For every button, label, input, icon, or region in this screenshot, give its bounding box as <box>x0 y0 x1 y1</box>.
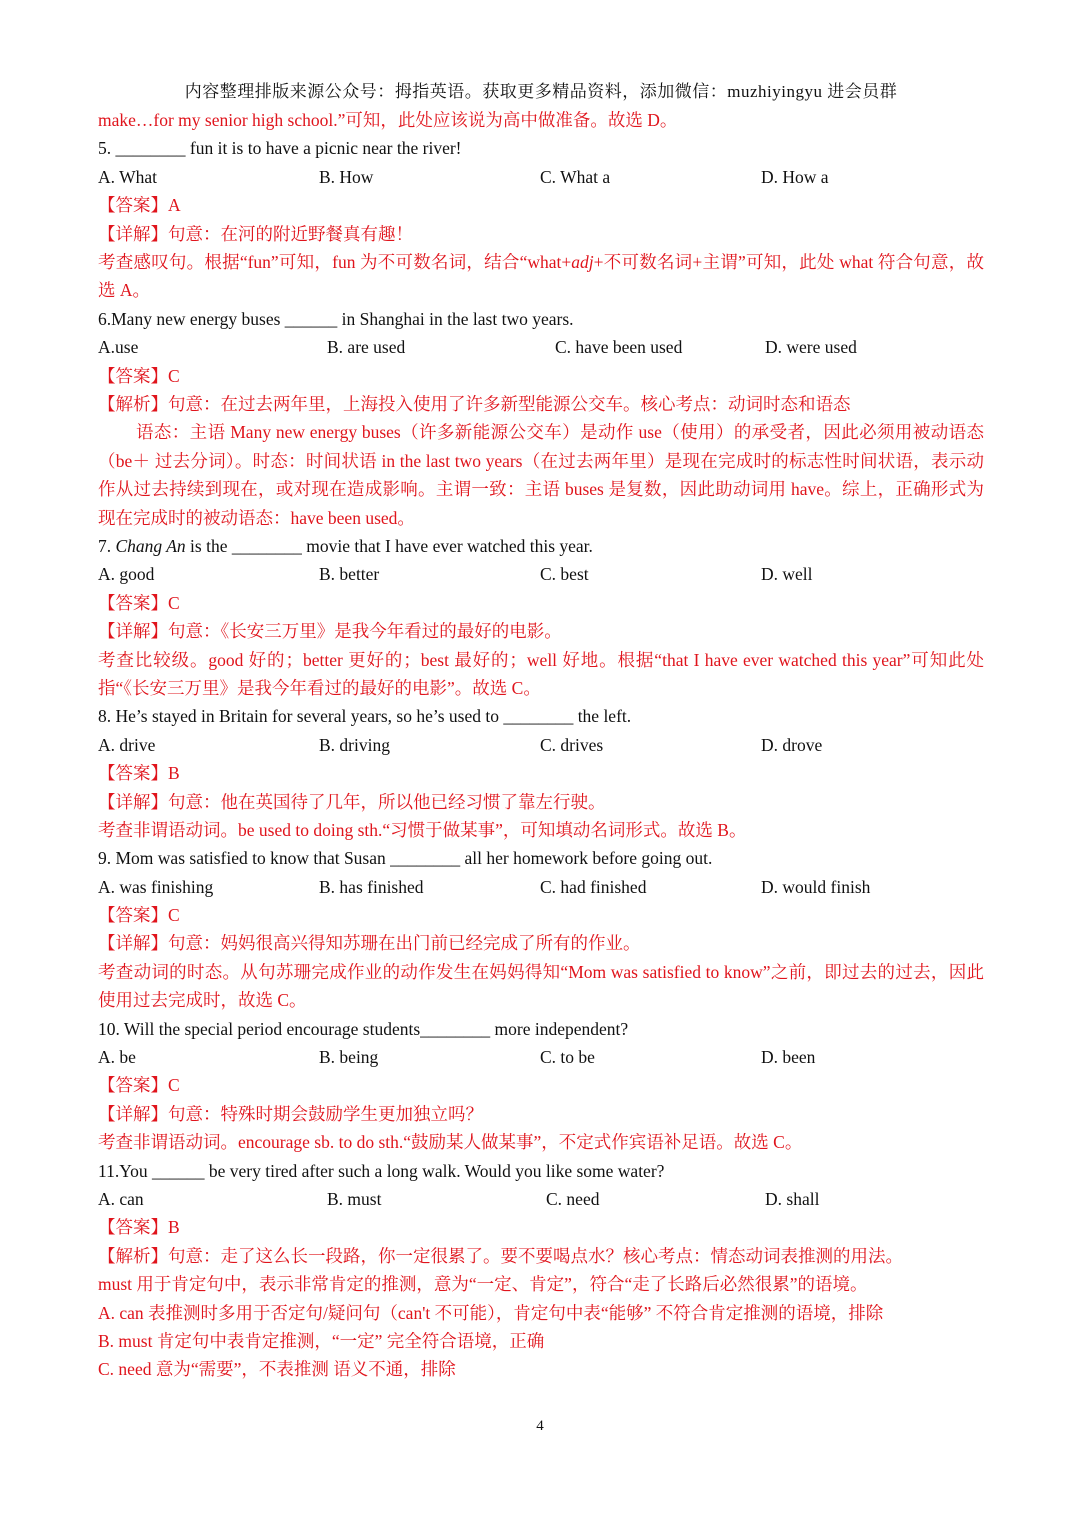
question-9-explanation: 考查动词的时态。从句苏珊完成作业的动作发生在妈妈得知“Mom was satisfied to know”之前，即过去的过去，因此使用过去完成时，故选 C。 <box>98 961 984 1011</box>
option-d: D. shall <box>765 1189 820 1209</box>
page-header: 内容整理排版来源公众号：拇指英语。获取更多精品资料，添加微信：muzhiyingyu 进会员群 <box>184 82 898 101</box>
question-6-explanation: 语态：主语 Many new energy buses（许多新能源公交车）是动作 use（使用）的承受者，因此必须用被动语态（be＋ 过去分词）。时态：时间状语 in the last two years（在过去两年里）是现在完成时的标志性时间状语，表示动作从过去持续到现在，或对现在造成影响。主谓一致：主语 buses 是复数，因此助动词用 have。综上，正确形式为 现在完成时的被动语态：have been used。 <box>98 422 984 528</box>
question-6-detail: 【解析】句意：在过去两年里，上海投入使用了许多新型能源公交车。核心考点：动词时态和语态 <box>98 393 851 414</box>
option-c: C. have been used <box>555 337 683 358</box>
option-c: C. had finished <box>540 876 647 897</box>
question-10-stem: 10. Will the special period encourage students________ more independent? <box>98 1018 629 1039</box>
option-d: D. well <box>761 564 813 585</box>
question-8-stem: 8. He’s stayed in Britain for several years, so he’s used to ________ the left. <box>98 706 632 727</box>
option-d: D. been <box>761 1047 816 1068</box>
question-11-options <box>98 1185 984 1213</box>
option-a: A. can <box>98 1189 144 1209</box>
question-11-explanation-2: A. can 表推测时多用于否定句/疑问句（can't 不可能），肯定句中表“能够” 不符合肯定推测的语境，排除 <box>98 1302 884 1323</box>
question-8-options <box>98 731 984 759</box>
option-c: C. best <box>540 564 589 585</box>
option-b: B. better <box>319 564 380 585</box>
option-b: B. How <box>319 166 374 187</box>
option-a: A. What <box>98 166 157 187</box>
previous-explanation-tail: make…for my senior high school.”可知，此处应该说为高中做准备。故选 D。 <box>98 110 678 130</box>
question-9-answer: 【答案】C <box>98 905 180 926</box>
question-5-options <box>98 163 984 191</box>
option-d: D. How a <box>761 166 829 187</box>
question-7-options <box>98 560 984 588</box>
question-5-answer: 【答案】A <box>98 195 181 216</box>
option-a: A.use <box>98 337 139 358</box>
option-b: B. must <box>327 1189 382 1209</box>
question-6-options <box>98 333 984 361</box>
question-6-stem: 6.Many new energy buses ______ in Shanghai in the last two years. <box>98 308 574 329</box>
question-5-detail: 【详解】句意：在河的附近野餐真有趣！ <box>98 223 413 244</box>
option-a: A. be <box>98 1047 136 1068</box>
question-10-options <box>98 1043 984 1071</box>
question-11-answer: 【答案】B <box>98 1217 180 1238</box>
question-9-options <box>98 873 984 901</box>
option-d: D. would finish <box>761 876 871 897</box>
question-9-detail: 【详解】句意：妈妈很高兴得知苏珊在出门前已经完成了所有的作业。 <box>98 933 641 954</box>
option-d: D. drove <box>761 734 823 755</box>
question-7-explanation: 考查比较级。good 好的；better 更好的；best 最好的；well 好地。根据“that I have ever watched this year”可知此处指“《长安三万里》是我今年看过的最好的电影”。故选 C。 <box>98 649 984 698</box>
option-c: C. drives <box>540 734 604 755</box>
option-b: B. has finished <box>319 876 424 897</box>
question-11-explanation-3: B. must 肯定句中表肯定推测，“一定” 完全符合语境，正确 <box>98 1330 545 1351</box>
option-d: D. were used <box>765 337 857 358</box>
question-10-explanation: 考查非谓语动词。encourage sb. to do sth.“鼓励某人做某事”，不定式作宾语补足语。故选 C。 <box>98 1132 803 1153</box>
question-11-stem: 11.You ______ be very tired after such a long walk. Would you like some water? <box>98 1160 665 1181</box>
option-a: A. good <box>98 564 155 585</box>
option-c: C. to be <box>540 1047 595 1068</box>
question-10-answer: 【答案】C <box>98 1075 180 1096</box>
question-7-answer: 【答案】C <box>98 592 180 613</box>
question-9-stem: 9. Mom was satisfied to know that Susan ________ all her homework before going out. <box>98 848 713 869</box>
option-a: A. drive <box>98 734 156 755</box>
page-number: 4 <box>536 1418 544 1434</box>
option-b: B. being <box>319 1047 379 1068</box>
question-11-explanation-1: must 用于肯定句中，表示非常肯定的推测，意为“一定、肯定”，符合“走了长路后必然很累”的语境。 <box>98 1274 868 1295</box>
document-page <box>98 78 984 1384</box>
question-11-explanation-4: C. need 意为“需要”，不表推测 语义不通，排除 <box>98 1359 456 1380</box>
option-b: B. are used <box>327 337 406 358</box>
question-6-answer: 【答案】C <box>98 365 180 386</box>
question-8-explanation: 考查非谓语动词。be used to doing sth.“习惯于做某事”，可知填动名词形式。故选 B。 <box>98 819 747 840</box>
question-8-answer: 【答案】B <box>98 763 180 784</box>
question-8-detail: 【详解】句意：他在英国待了几年，所以他已经习惯了靠左行驶。 <box>98 791 606 812</box>
question-11-detail: 【解析】句意：走了这么长一段路，你一定很累了。要不要喝点水？核心考点：情态动词表推测的用法。 <box>98 1245 903 1266</box>
option-c: C. need <box>546 1189 600 1209</box>
question-5-stem: 5. ________ fun it is to have a picnic near the river! <box>98 138 462 159</box>
question-7-stem: 7. Chang An is the ________ movie that I have ever watched this year. <box>98 535 593 556</box>
option-b: B. driving <box>319 734 390 755</box>
option-a: A. was finishing <box>98 876 214 897</box>
option-c: C. What a <box>540 166 611 187</box>
question-5-explanation: 考查感叹句。根据“fun”可知，fun 为不可数名词，结合“what+adj+不可数名词+主谓”可知，此处 what 符合句意，故选 A。 <box>98 251 984 301</box>
question-10-detail: 【详解】句意：特殊时期会鼓励学生更加独立吗？ <box>98 1103 483 1124</box>
question-7-detail: 【详解】句意：《长安三万里》是我今年看过的最好的电影。 <box>98 621 562 642</box>
